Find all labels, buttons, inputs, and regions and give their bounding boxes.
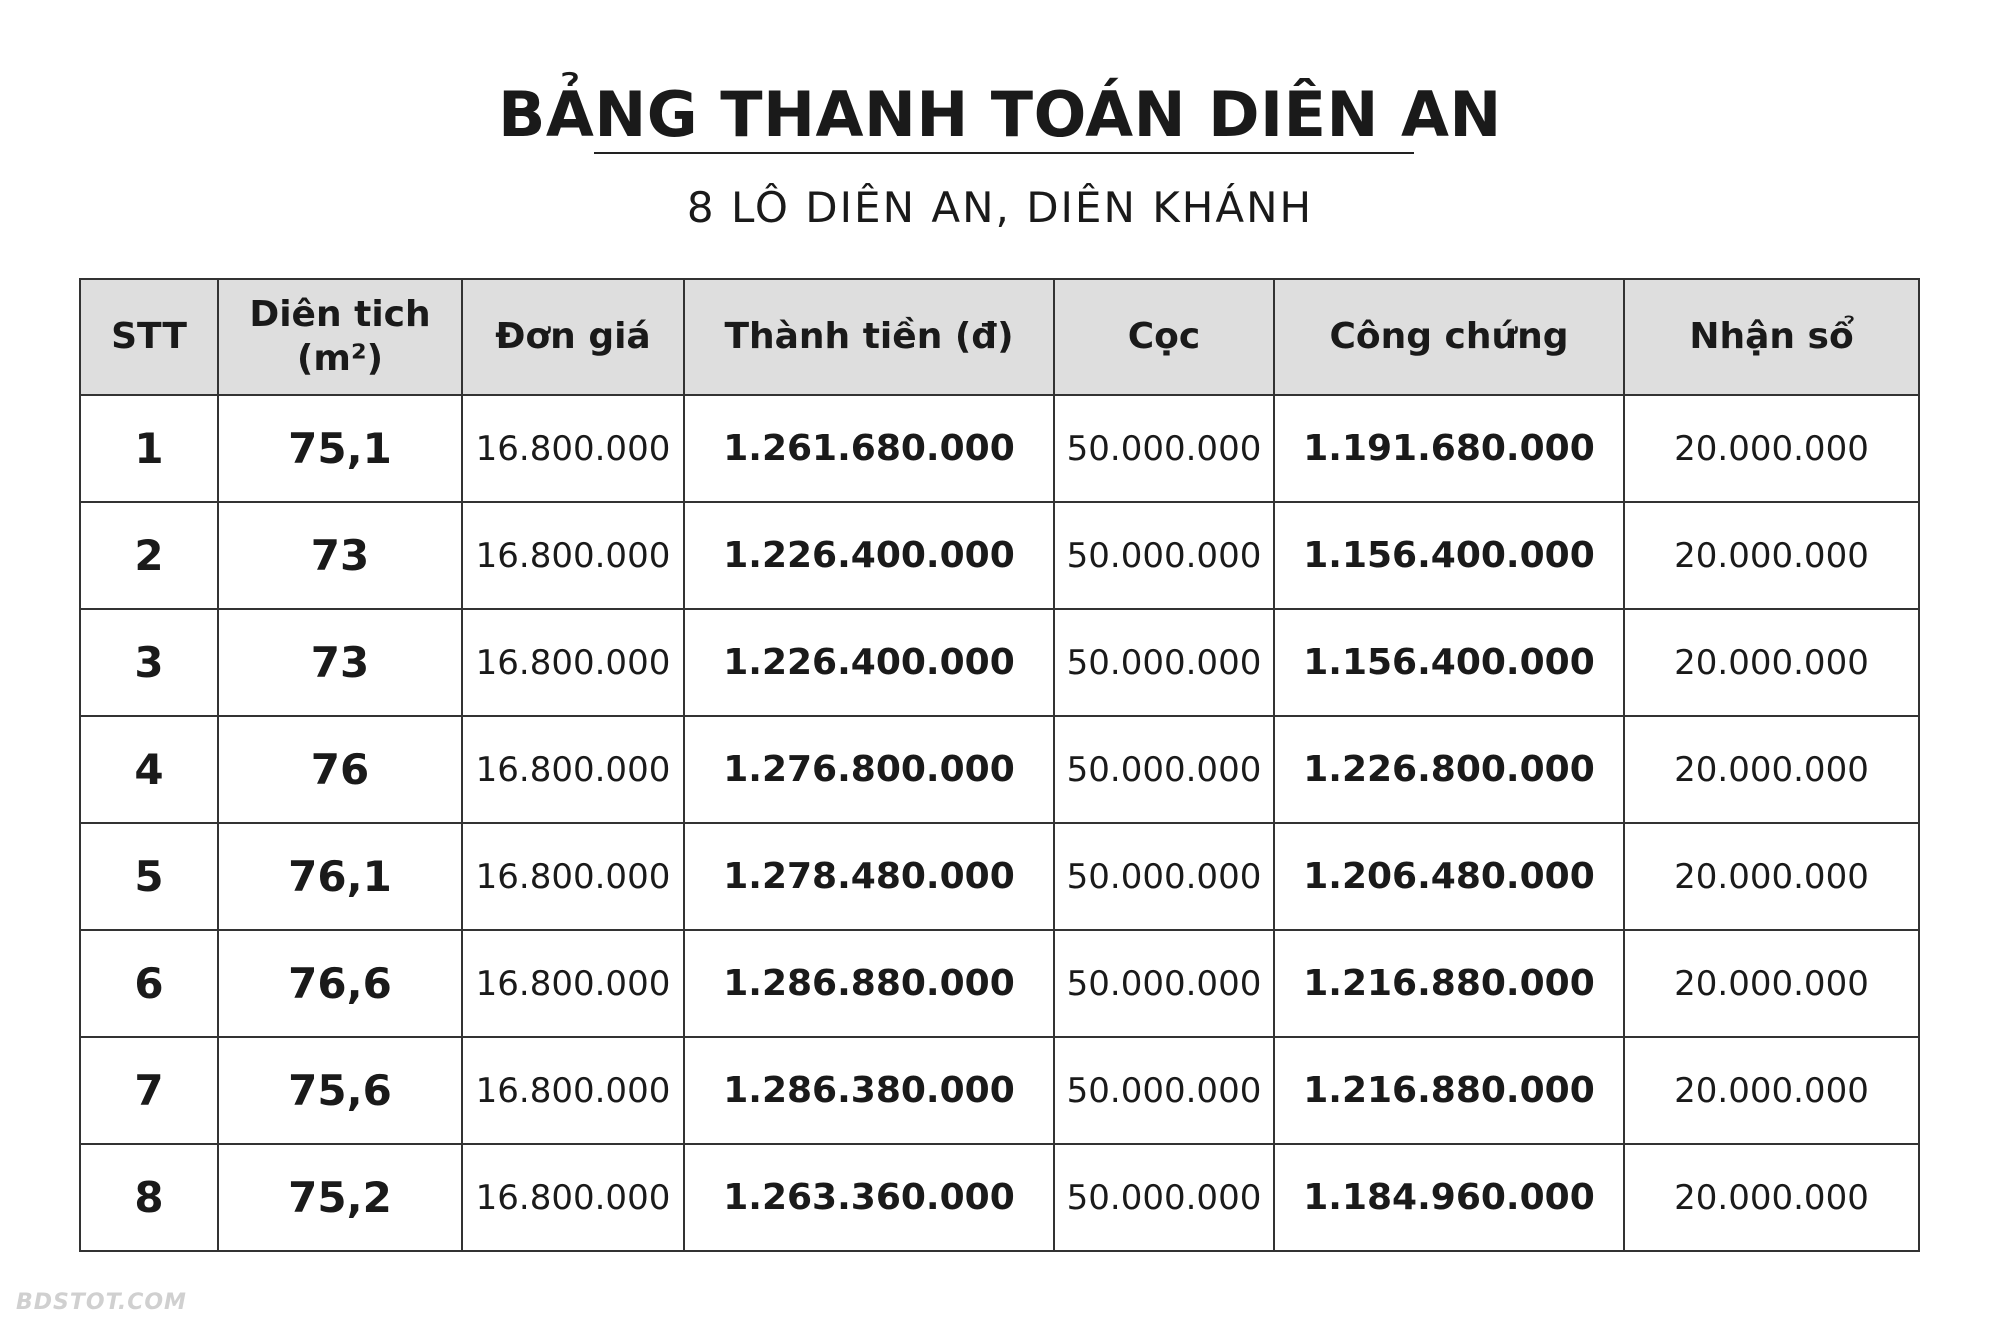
cell-total: 1.261.680.000	[684, 395, 1054, 502]
page-title: BẢNG THANH TOÁN DIÊN AN	[498, 78, 1502, 151]
cell-stt: 4	[80, 716, 218, 823]
cell-unit-price: 16.800.000	[462, 1144, 684, 1251]
cell-stt: 6	[80, 930, 218, 1037]
cell-deposit: 50.000.000	[1054, 395, 1274, 502]
cell-area: 75,2	[218, 1144, 462, 1251]
table-header	[80, 279, 1919, 395]
cell-notarization: 1.216.880.000	[1274, 1037, 1624, 1144]
cell-deposit: 50.000.000	[1054, 609, 1274, 716]
header-notarization: Công chứng	[1274, 279, 1624, 395]
header-stt: STT	[80, 279, 218, 395]
cell-notarization: 1.156.400.000	[1274, 502, 1624, 609]
table-row	[80, 930, 1919, 1037]
cell-receive-book: 20.000.000	[1624, 1037, 1919, 1144]
header-area-unit: (m²)	[296, 338, 384, 379]
table-row	[80, 609, 1919, 716]
cell-notarization: 1.216.880.000	[1274, 930, 1624, 1037]
header-receive-book: Nhận sổ	[1624, 279, 1919, 395]
cell-receive-book: 20.000.000	[1624, 823, 1919, 930]
cell-stt: 1	[80, 395, 218, 502]
cell-unit-price: 16.800.000	[462, 502, 684, 609]
cell-receive-book: 20.000.000	[1624, 609, 1919, 716]
header-unit-price: Đơn giá	[462, 279, 684, 395]
header-area-label: Diên tich	[249, 294, 431, 335]
page-subtitle: 8 LÔ DIÊN AN, DIÊN KHÁNH	[686, 183, 1314, 232]
watermark: BDSTOT.COM	[16, 1290, 187, 1315]
cell-notarization: 1.226.800.000	[1274, 716, 1624, 823]
header-total: Thành tiền (đ)	[684, 279, 1054, 395]
cell-total: 1.276.800.000	[684, 716, 1054, 823]
cell-total: 1.286.380.000	[684, 1037, 1054, 1144]
cell-receive-book: 20.000.000	[1624, 1144, 1919, 1251]
cell-area: 76,6	[218, 930, 462, 1037]
cell-area: 73	[218, 502, 462, 609]
cell-stt: 5	[80, 823, 218, 930]
cell-unit-price: 16.800.000	[462, 930, 684, 1037]
cell-receive-book: 20.000.000	[1624, 395, 1919, 502]
cell-stt: 7	[80, 1037, 218, 1144]
title-underline	[594, 152, 1414, 154]
header-deposit: Cọc	[1054, 279, 1274, 395]
cell-notarization: 1.184.960.000	[1274, 1144, 1624, 1251]
header-area	[218, 279, 462, 395]
cell-area: 75,6	[218, 1037, 462, 1144]
cell-area: 75,1	[218, 395, 462, 502]
cell-deposit: 50.000.000	[1054, 1037, 1274, 1144]
cell-stt: 8	[80, 1144, 218, 1251]
cell-unit-price: 16.800.000	[462, 1037, 684, 1144]
cell-total: 1.263.360.000	[684, 1144, 1054, 1251]
cell-stt: 2	[80, 502, 218, 609]
table-row	[80, 1037, 1919, 1144]
cell-unit-price: 16.800.000	[462, 716, 684, 823]
cell-area: 73	[218, 609, 462, 716]
cell-unit-price: 16.800.000	[462, 395, 684, 502]
cell-area: 76	[218, 716, 462, 823]
table-row	[80, 716, 1919, 823]
table-body	[80, 395, 1919, 1251]
cell-deposit: 50.000.000	[1054, 823, 1274, 930]
table-header-row	[80, 279, 1919, 395]
cell-receive-book: 20.000.000	[1624, 930, 1919, 1037]
cell-notarization: 1.156.400.000	[1274, 609, 1624, 716]
table-row	[80, 502, 1919, 609]
cell-deposit: 50.000.000	[1054, 716, 1274, 823]
table-row	[80, 395, 1919, 502]
cell-notarization: 1.206.480.000	[1274, 823, 1624, 930]
cell-total: 1.286.880.000	[684, 930, 1054, 1037]
cell-deposit: 50.000.000	[1054, 502, 1274, 609]
cell-total: 1.278.480.000	[684, 823, 1054, 930]
cell-receive-book: 20.000.000	[1624, 502, 1919, 609]
cell-deposit: 50.000.000	[1054, 930, 1274, 1037]
cell-deposit: 50.000.000	[1054, 1144, 1274, 1251]
table-row	[80, 823, 1919, 930]
cell-unit-price: 16.800.000	[462, 609, 684, 716]
cell-total: 1.226.400.000	[684, 609, 1054, 716]
cell-area: 76,1	[218, 823, 462, 930]
table-row	[80, 1144, 1919, 1251]
cell-total: 1.226.400.000	[684, 502, 1054, 609]
cell-unit-price: 16.800.000	[462, 823, 684, 930]
cell-receive-book: 20.000.000	[1624, 716, 1919, 823]
cell-notarization: 1.191.680.000	[1274, 395, 1624, 502]
cell-stt: 3	[80, 609, 218, 716]
payment-table	[79, 278, 1920, 1252]
